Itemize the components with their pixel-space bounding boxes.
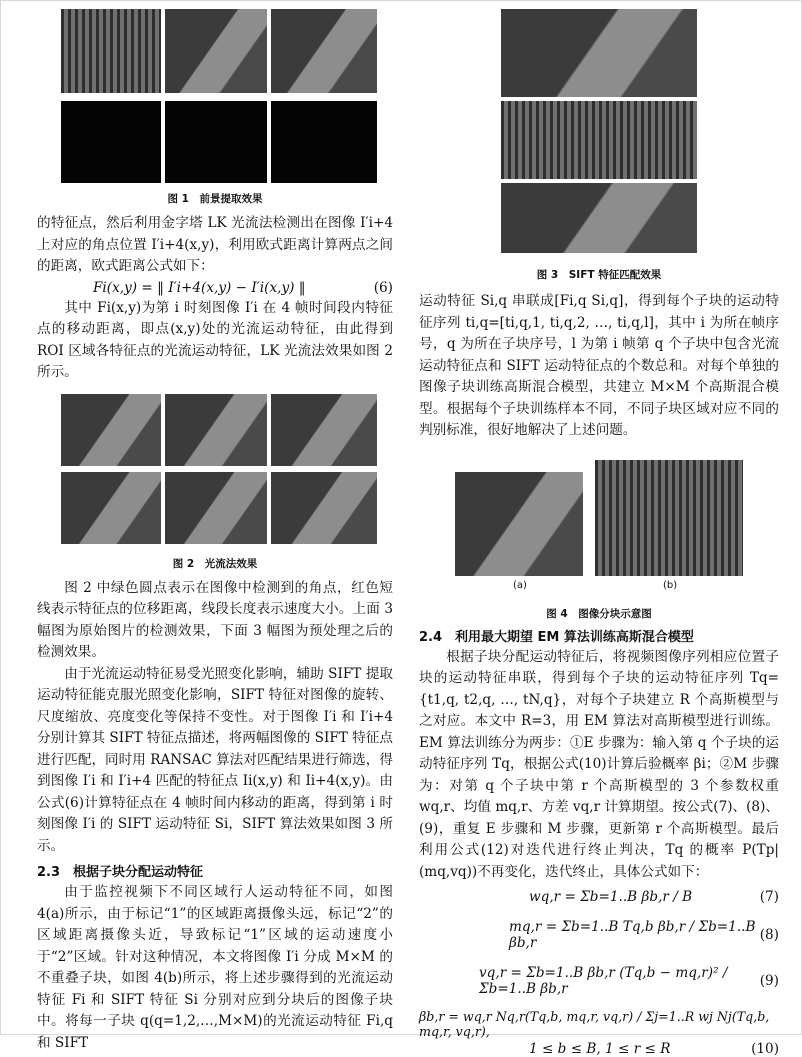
figure-1 <box>37 9 393 207</box>
fig2-image-2 <box>165 394 267 466</box>
equation-8-body: mq,r = Σb=1..B Tq,b βb,r / Σb=1..B βb,r <box>509 919 756 951</box>
fig4-label-a: (a) <box>513 579 527 591</box>
fig4-image-a <box>455 472 583 576</box>
fig3-image-top <box>501 9 697 97</box>
fig2-image-1 <box>61 394 161 466</box>
fig4-caption: 图 4 图像分块示意图 <box>546 607 652 620</box>
figure-4 <box>419 452 779 622</box>
fig1-image-3 <box>271 9 377 93</box>
right-paragraph-1: 运动特征 Si,q 串联成[Fi,q Si,q]，得到每个子块的运动特征序列 ti,q=[ti,q,1, ti,q,2, …, ti,q,l]，其中 i 为所在帧序号，q 为所在子块序号，l 为第 i 帧第 q 个子块中包含光流运动特征点和 SIFT 运动特征点的个数总和。对每个单独的图像子块训练高斯混合模型，共建立 M×M 个高斯混合模型。根据每个子块训练样本不同，不同子块区域对应不同的判别标准，很好地解决了上述问题。 <box>419 293 779 438</box>
fig2-image-6 <box>271 472 377 544</box>
equation-6 <box>37 280 393 296</box>
fig1-image-1 <box>61 9 161 93</box>
equation-9-number: (9) <box>759 973 779 989</box>
left-column <box>37 9 393 1054</box>
equation-7-number: (7) <box>759 889 779 905</box>
left-paragraph-2: 其中 Fi(x,y)为第 i 时刻图像 I′i 在 4 帧时间段内特征点的移动距离，即点(x,y)处的光流运动特征，由此得到 ROI 区域各特征点的光流运动特征，LK 光流法效果如图 2 所示。 <box>37 299 393 380</box>
equation-9 <box>419 965 779 997</box>
equation-7-body: wq,r = Σb=1..B βb,r / B <box>529 889 693 905</box>
fig4-label-b: (b) <box>663 579 678 591</box>
equation-7 <box>419 889 779 905</box>
section-2-3-heading: 2.3 根据子块分配运动特征 <box>37 865 204 880</box>
fig1-caption: 图 1 前景提取效果 <box>167 193 263 205</box>
fig2-image-5 <box>165 472 267 544</box>
right-column <box>419 9 779 1057</box>
fig3-image-bottom <box>501 183 697 253</box>
equation-8 <box>419 919 779 951</box>
left-paragraph-4: 由于光流运动特征易受光照变化影响，辅助 SIFT 提取运动特征能克服光照变化影响，SIFT 特征对图像的旋转、尺度缩放、亮度变化等保持不变性。对于图像 I′i 和 I′i+4 分别计算其 SIFT 特征点描述，将两幅图像的 SIFT 特征点进行匹配，同时用 RANSAC 算法对匹配结果进行筛选，得到图像 I′i 和 I′i+4 匹配的特征点 Ii(x,y) 和 Ii+4(x,y)。由公式(6)计算特征点在 4 帧时间内移动的距离，得到第 i 时刻图像 I′i 的 SIFT 运动特征 Si，SIFT 算法效果如图 3 所示。 <box>37 665 393 854</box>
left-paragraph-5: 由于监控视频下不同区域行人运动特征不同，如图 4(a)所示，由于标记“1”的区域距离摄像头远，标记“2”的区域距离摄像头近，导致标记“1”区域的运动速度小于“2”区域。针对这种情况，本文将图像 I′i 分成 M×M 的不重叠子块，如图 4(b)所示，将上述步骤得到的光流运动特征 Fi 和 SIFT 特征 Si 分别对应到分块后的图像子块中。将每一子块 q(q=1,2,…,M×M)的光流运动特征 Fi,q 和 SIFT <box>37 884 393 1051</box>
figure-2 <box>37 394 393 578</box>
section-2-4-heading: 2.4 利用最大期望 EM 算法训练高斯混合模型 <box>419 629 694 645</box>
equation-10-body: βb,r = wq,r Nq,r(Tq,b, mq,r, vq,r) / Σj=1..R wj Nj(Tq,b, mq,r, vq,r), <box>419 1009 770 1039</box>
fig1-image-5 <box>165 101 267 183</box>
equation-6-number: (6) <box>373 279 393 296</box>
figure-3 <box>419 9 779 291</box>
fig3-caption: 图 3 SIFT 特征匹配效果 <box>536 269 662 281</box>
equation-6-body: Fi(x,y) = ‖ I′i+4(x,y) − I′i(x,y) ‖ <box>93 279 306 296</box>
equation-9-body: vq,r = Σb=1..B βb,r (Tq,b − mq,r)² / Σb=1..B βb,r <box>479 965 728 997</box>
equation-10-range: 1 ≤ b ≤ B, 1 ≤ r ≤ R <box>529 1041 671 1057</box>
left-paragraph-1: 的特征点，然后利用金字塔 LK 光流法检测出在图像 I′i+4 上对应的角点位置 I′i+4(x,y)，利用欧式距离计算两点之间的距离，欧式距离公式如下： <box>37 215 393 274</box>
fig1-image-6 <box>271 101 377 183</box>
fig2-image-3 <box>271 394 377 466</box>
right-paragraph-2: 根据子块分配运动特征后，将视频图像序列相应位置子块的运动特征串联，得到每个子块的运动特征序列 Tq={t1,q, t2,q, …, tN,q}，对每个子块建立 R 个高斯模型与之对应。本文中 R=3，用 EM 算法对高斯模型进行训练。EM 算法训练分为两步：①E 步骤为：输入第 q 个子块的运动特征序列 Tq，根据公式(10)计算后验概率 βi；②M 步骤为：对第 q 个子块中第 r 个高斯模型的 3 个参数权重 wq,r、均值 mq,r、方差 vq,r 计算期望。按公式(7)、(8)、(9)，重复 E 步骤和 M 步骤，更新第 r 个高斯模型。最后利用公式(12)对迭代进行终止判决，Tq 的概率 P(Tp|(mq,vq))不再变化，迭代终止，具体公式如下： <box>419 648 779 880</box>
fig2-caption: 图 2 光流法效果 <box>172 557 258 570</box>
equation-8-number: (8) <box>759 927 779 943</box>
equation-10-constraint <box>419 1041 779 1057</box>
fig3-image-middle <box>501 101 697 179</box>
fig1-image-2 <box>165 9 267 93</box>
left-paragraph-3: 图 2 中绿色圆点表示在图像中检测到的角点，红色短线表示特征点的位移距离，线段长度表示速度大小。上面 3 幅图为原始图片的检测效果，下面 3 幅图为预处理之后的检测效果。 <box>37 579 393 660</box>
fig4-image-b <box>595 460 743 576</box>
equation-10-number: (10) <box>751 1041 779 1057</box>
fig1-image-4 <box>61 101 161 183</box>
fig2-image-4 <box>61 472 161 544</box>
